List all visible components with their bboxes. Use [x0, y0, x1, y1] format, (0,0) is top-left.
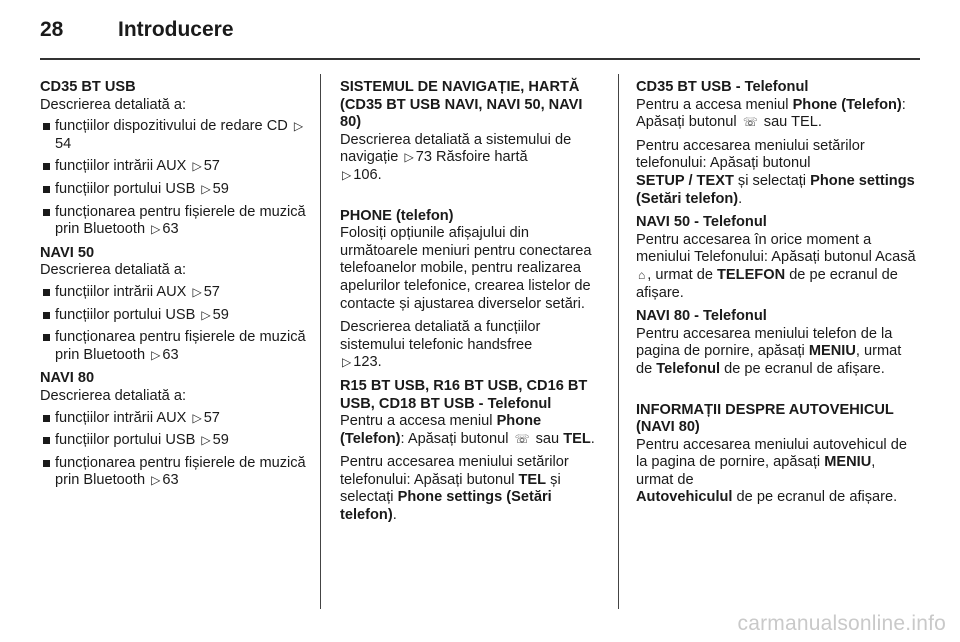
section-title: PHONE (telefon) [340, 207, 454, 224]
item-text: funcțiilor intrării AUX [55, 283, 187, 300]
list-item [40, 158, 308, 176]
section-cd35-bt-usb [40, 79, 308, 239]
section-title: CD35 BT USB [40, 79, 136, 95]
column-1 [40, 79, 308, 496]
page-ref-icon: ▷ [201, 181, 211, 196]
column-divider-2 [618, 74, 619, 609]
page-ref-icon: ▷ [192, 284, 202, 299]
item-text: funcțiilor portului USB [55, 432, 196, 449]
bullet-icon [43, 209, 50, 216]
page-ref[interactable]: 57 [203, 283, 220, 300]
page-ref[interactable]: 59 [212, 180, 229, 197]
section-title: SISTEMUL DE NAVIGAȚIE, HARTĂ (CD35 BT USB NAVI, NAVI 50, NAVI 80) [340, 79, 583, 131]
page-ref[interactable]: 123. [353, 354, 382, 371]
list-item [40, 329, 308, 364]
section-navi-50 [40, 245, 308, 365]
section-title: NAVI 50 [40, 244, 95, 261]
bullet-icon [43, 334, 50, 341]
list-item [40, 118, 308, 153]
page-ref-icon: ▷ [201, 307, 211, 322]
paragraph: Pentru accesarea meniului telefon de la pagina de pornire, apăsați MENIU, urmat de Telefonul de pe ecranul de afișare. [636, 325, 902, 377]
section-intro: Descrierea detaliată a: [40, 387, 187, 404]
item-text: funcționarea pentru fișierele de muzică prin Bluetooth [55, 454, 306, 489]
page-ref-icon: ▷ [342, 355, 352, 370]
section-navi80-phone [636, 308, 916, 378]
paragraph: Descrierea detaliată a funcțiilor sistemului telefonic handsfree ▷ 123. [340, 319, 541, 371]
section-title: NAVI 50 - Telefonul [636, 214, 767, 231]
list-item [40, 432, 308, 450]
section-navigation [340, 79, 606, 185]
list-item [40, 307, 308, 325]
page-ref[interactable]: 106. [353, 166, 382, 183]
page-ref-icon: ▷ [151, 347, 161, 362]
section-title: R15 BT USB, R16 BT USB, CD16 BT USB, CD18 BT USB - Telefonul [340, 377, 588, 412]
phone-icon: ☏ [742, 115, 758, 130]
paragraph: Pentru accesarea în orice moment a meniului Telefonului: Apăsați butonul Acasă ⌂ , urmat de TELEFON de pe ecranul de afișare. [636, 231, 916, 301]
item-text: funcționarea pentru fișierele de muzică prin Bluetooth [55, 329, 306, 363]
bullet-icon [43, 123, 50, 130]
item-text: funcționarea pentru fișierele de muzică prin Bluetooth [55, 203, 306, 238]
column-3 [636, 79, 916, 513]
page-title: Introducere [118, 18, 234, 41]
list-item [40, 455, 308, 490]
column-divider-1 [320, 74, 321, 609]
bullet-list [40, 118, 308, 239]
section-intro: Descrierea detaliată a: [40, 262, 187, 279]
page-ref[interactable]: 63 [162, 221, 179, 238]
bullet-icon [43, 186, 50, 193]
item-text: funcțiilor intrării AUX [55, 409, 187, 426]
page-ref[interactable]: 54 [55, 135, 72, 152]
page-ref-icon: ▷ [201, 433, 211, 448]
paragraph: Pentru accesarea meniului setărilor telefonului: Apăsați butonul SETUP / TEXT și selectați Phone settings (Setări telefon). [636, 137, 915, 207]
page-ref-icon: ▷ [192, 159, 202, 174]
section-vehicle-info [636, 402, 916, 508]
page-ref[interactable]: 73 [415, 149, 432, 166]
bullet-list [40, 284, 308, 364]
bullet-icon [43, 312, 50, 319]
bullet-icon [43, 415, 50, 422]
item-text: funcțiilor intrării AUX [55, 158, 187, 175]
section-title: CD35 BT USB - Telefonul [636, 79, 809, 95]
section-title: NAVI 80 [40, 370, 95, 387]
page-number: 28 [40, 18, 64, 41]
bullet-icon [43, 163, 50, 170]
page-ref[interactable]: 63 [162, 472, 179, 489]
page-ref-icon: ▷ [404, 150, 414, 165]
paragraph: Pentru a accesa meniul Phone (Telefon): Apăsați butonul ☏ sau TEL. [636, 96, 906, 131]
bullet-icon [43, 460, 50, 467]
section-cd35-phone [636, 79, 916, 208]
list-item [40, 181, 308, 199]
bullet-icon [43, 437, 50, 444]
section-title: INFORMAȚII DESPRE AUTOVEHICUL (NAVI 80) [636, 401, 894, 436]
item-text: funcțiilor portului USB [55, 306, 196, 323]
section-phone [340, 208, 606, 372]
home-icon: ⌂ [638, 267, 646, 282]
section-intro: Descrierea detaliată a: [40, 96, 187, 113]
page-ref[interactable]: 59 [212, 306, 229, 323]
paragraph: Folosiți opțiunile afișajului din următoarele meniuri pentru conectarea telefoanelor mobile, pentru realizarea apelurilor telefonice, crearea listelor de contacte și ajustarea diverselor setări. [340, 225, 592, 312]
page-ref-icon: ▷ [293, 119, 304, 134]
page-ref[interactable]: 63 [162, 346, 179, 363]
column-2 [340, 79, 606, 531]
paragraph: Pentru accesarea meniului autovehicul de la pagina de pornire, apăsați MENIU, urmat de Autovehiculul de pe ecranul de afișare. [636, 436, 907, 506]
section-navi-80 [40, 370, 308, 490]
section-navi50-phone [636, 214, 916, 302]
page-ref[interactable]: 57 [203, 409, 220, 426]
page-ref-icon: ▷ [342, 167, 352, 182]
page-ref-icon: ▷ [192, 410, 202, 425]
list-item [40, 204, 308, 239]
section-r15-phone [340, 378, 606, 525]
item-text: funcțiilor portului USB [55, 180, 196, 197]
watermark: carmanualsonline.info [737, 612, 946, 635]
header-divider [40, 58, 920, 60]
page-ref[interactable]: 57 [203, 158, 220, 175]
phone-icon: ☏ [514, 431, 530, 446]
paragraph: Pentru a accesa meniul Phone (Telefon): Apăsați butonul ☏ sau TEL. [340, 413, 595, 447]
page-ref[interactable]: 59 [212, 432, 229, 449]
item-text: funcțiilor dispozitivului de redare CD [55, 118, 288, 135]
page-ref-icon: ▷ [151, 473, 161, 488]
section-title: NAVI 80 - Telefonul [636, 308, 767, 325]
bullet-list [40, 410, 308, 490]
bullet-icon [43, 289, 50, 296]
page-ref-icon: ▷ [151, 222, 161, 237]
paragraph: Descrierea detaliată a sistemului de navigație ▷ 73 Răsfoire hartă ▷ 106. [340, 131, 572, 183]
list-item [40, 410, 308, 428]
list-item [40, 284, 308, 302]
paragraph: Pentru accesarea meniului setărilor telefonului: Apăsați butonul TEL și selectați Phone settings (Setări telefon). [340, 454, 569, 524]
